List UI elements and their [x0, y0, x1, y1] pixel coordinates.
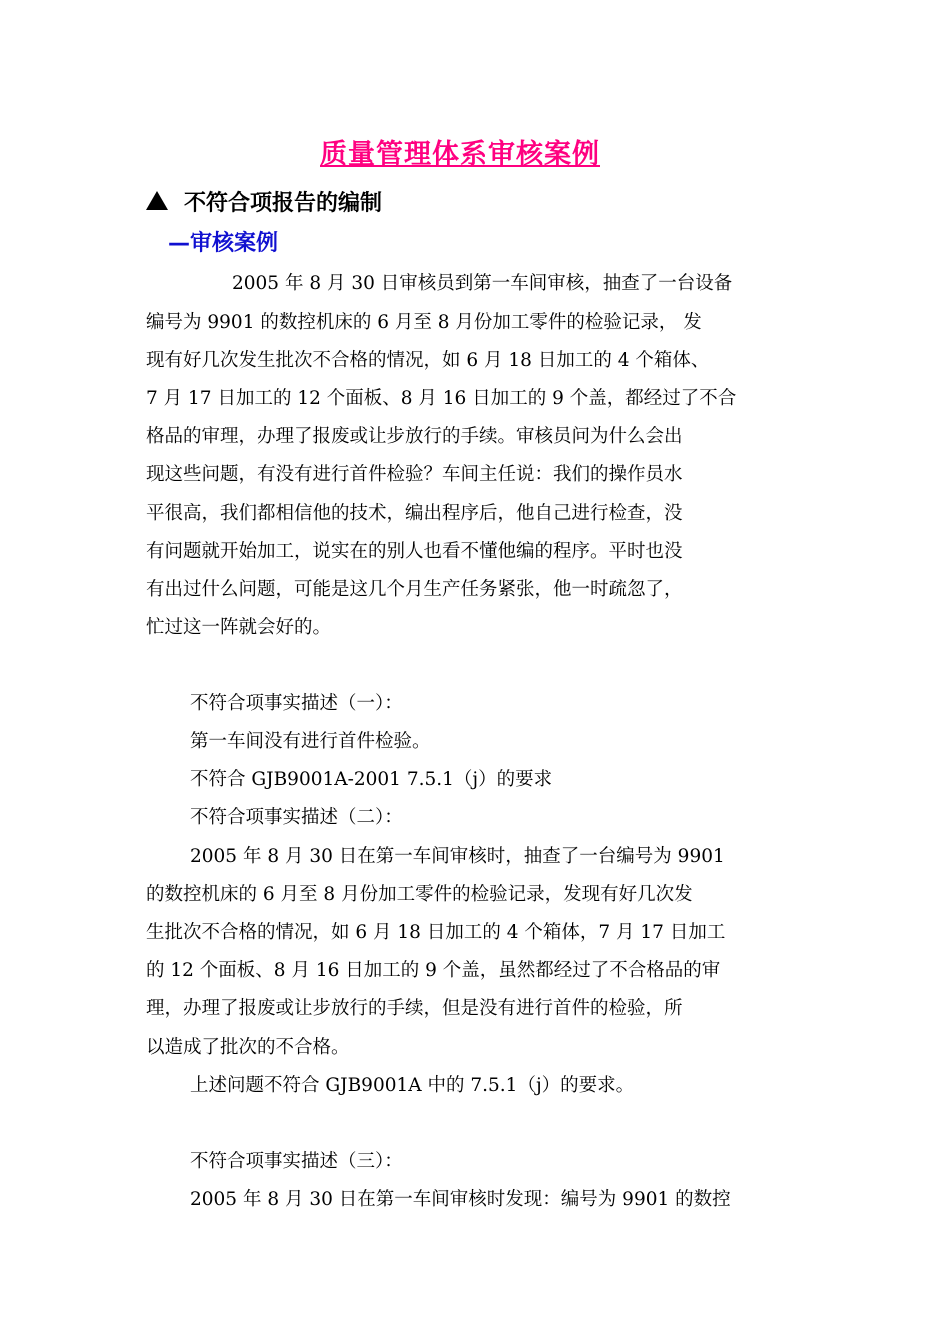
description-3-line: 2005 年 8 月 30 日在第一车间审核时发现：编号为 9901 的数控	[190, 1189, 731, 1210]
case-paragraph-line: 编号为 9901 的数控机床的 6 月至 8 月份加工零件的检验记录， 发	[146, 312, 702, 333]
case-paragraph-line: 平很高，我们都相信他的技术，编出程序后，他自己进行检查，没	[146, 503, 683, 524]
description-2-heading: 不符合项事实描述（二）：	[190, 807, 403, 828]
case-paragraph-line: 7 月 17 日加工的 12 个面板、8 月 16 日加工的 9 个盖，都经过了不合	[146, 388, 737, 409]
description-1-line: 不符合 GJB9001A-2001 7.5.1（j）的要求	[190, 769, 553, 790]
description-1-heading: 不符合项事实描述（一）：	[190, 693, 403, 714]
description-1-line: 第一车间没有进行首件检验。	[190, 731, 431, 752]
description-2-line: 的数控机床的 6 月至 8 月份加工零件的检验记录，发现有好几次发	[146, 884, 693, 905]
description-2-line: 生批次不合格的情况，如 6 月 18 日加工的 4 个箱体，7 月 17 日加工	[146, 922, 726, 943]
section-subheading: —审核案例	[168, 231, 279, 256]
case-paragraph-line: 现这些问题，有没有进行首件检验？车间主任说：我们的操作员水	[146, 464, 683, 485]
description-2-line: 的 12 个面板、8 月 16 日加工的 9 个盖，虽然都经过了不合格品的审	[146, 960, 721, 981]
case-paragraph-line: 有出过什么问题，可能是这几个月生产任务紧张，他一时疏忽了，	[146, 579, 683, 600]
black-triangle-icon	[146, 191, 168, 210]
case-paragraph-line: 现有好几次发生批次不合格的情况，如 6 月 18 日加工的 4 个箱体、	[146, 350, 710, 371]
case-paragraph-line: 忙过这一阵就会好的。	[146, 617, 332, 638]
section-heading	[146, 186, 382, 217]
case-paragraph-line: 格品的审理，办理了报废或让步放行的手续。审核员问为什么会出	[146, 426, 683, 447]
document-title: 质量管理体系审核案例	[320, 139, 600, 170]
case-paragraph-line: 有问题就开始加工，说实在的别人也看不懂他编的程序。平时也没	[146, 541, 683, 562]
description-2-line: 理，办理了报废或让步放行的手续，但是没有进行首件的检验，所	[146, 998, 683, 1019]
section-heading-text: 不符合项报告的编制	[184, 191, 383, 216]
case-paragraph-line: 2005 年 8 月 30 日审核员到第一车间审核，抽查了一台设备	[232, 273, 733, 294]
description-2-line: 以造成了批次的不合格。	[146, 1037, 350, 1058]
description-3-heading: 不符合项事实描述（三）：	[190, 1151, 403, 1172]
description-2-conclusion: 上述问题不符合 GJB9001A 中的 7.5.1（j）的要求。	[190, 1075, 635, 1096]
description-2-line: 2005 年 8 月 30 日在第一车间审核时，抽查了一台编号为 9901	[190, 846, 725, 867]
